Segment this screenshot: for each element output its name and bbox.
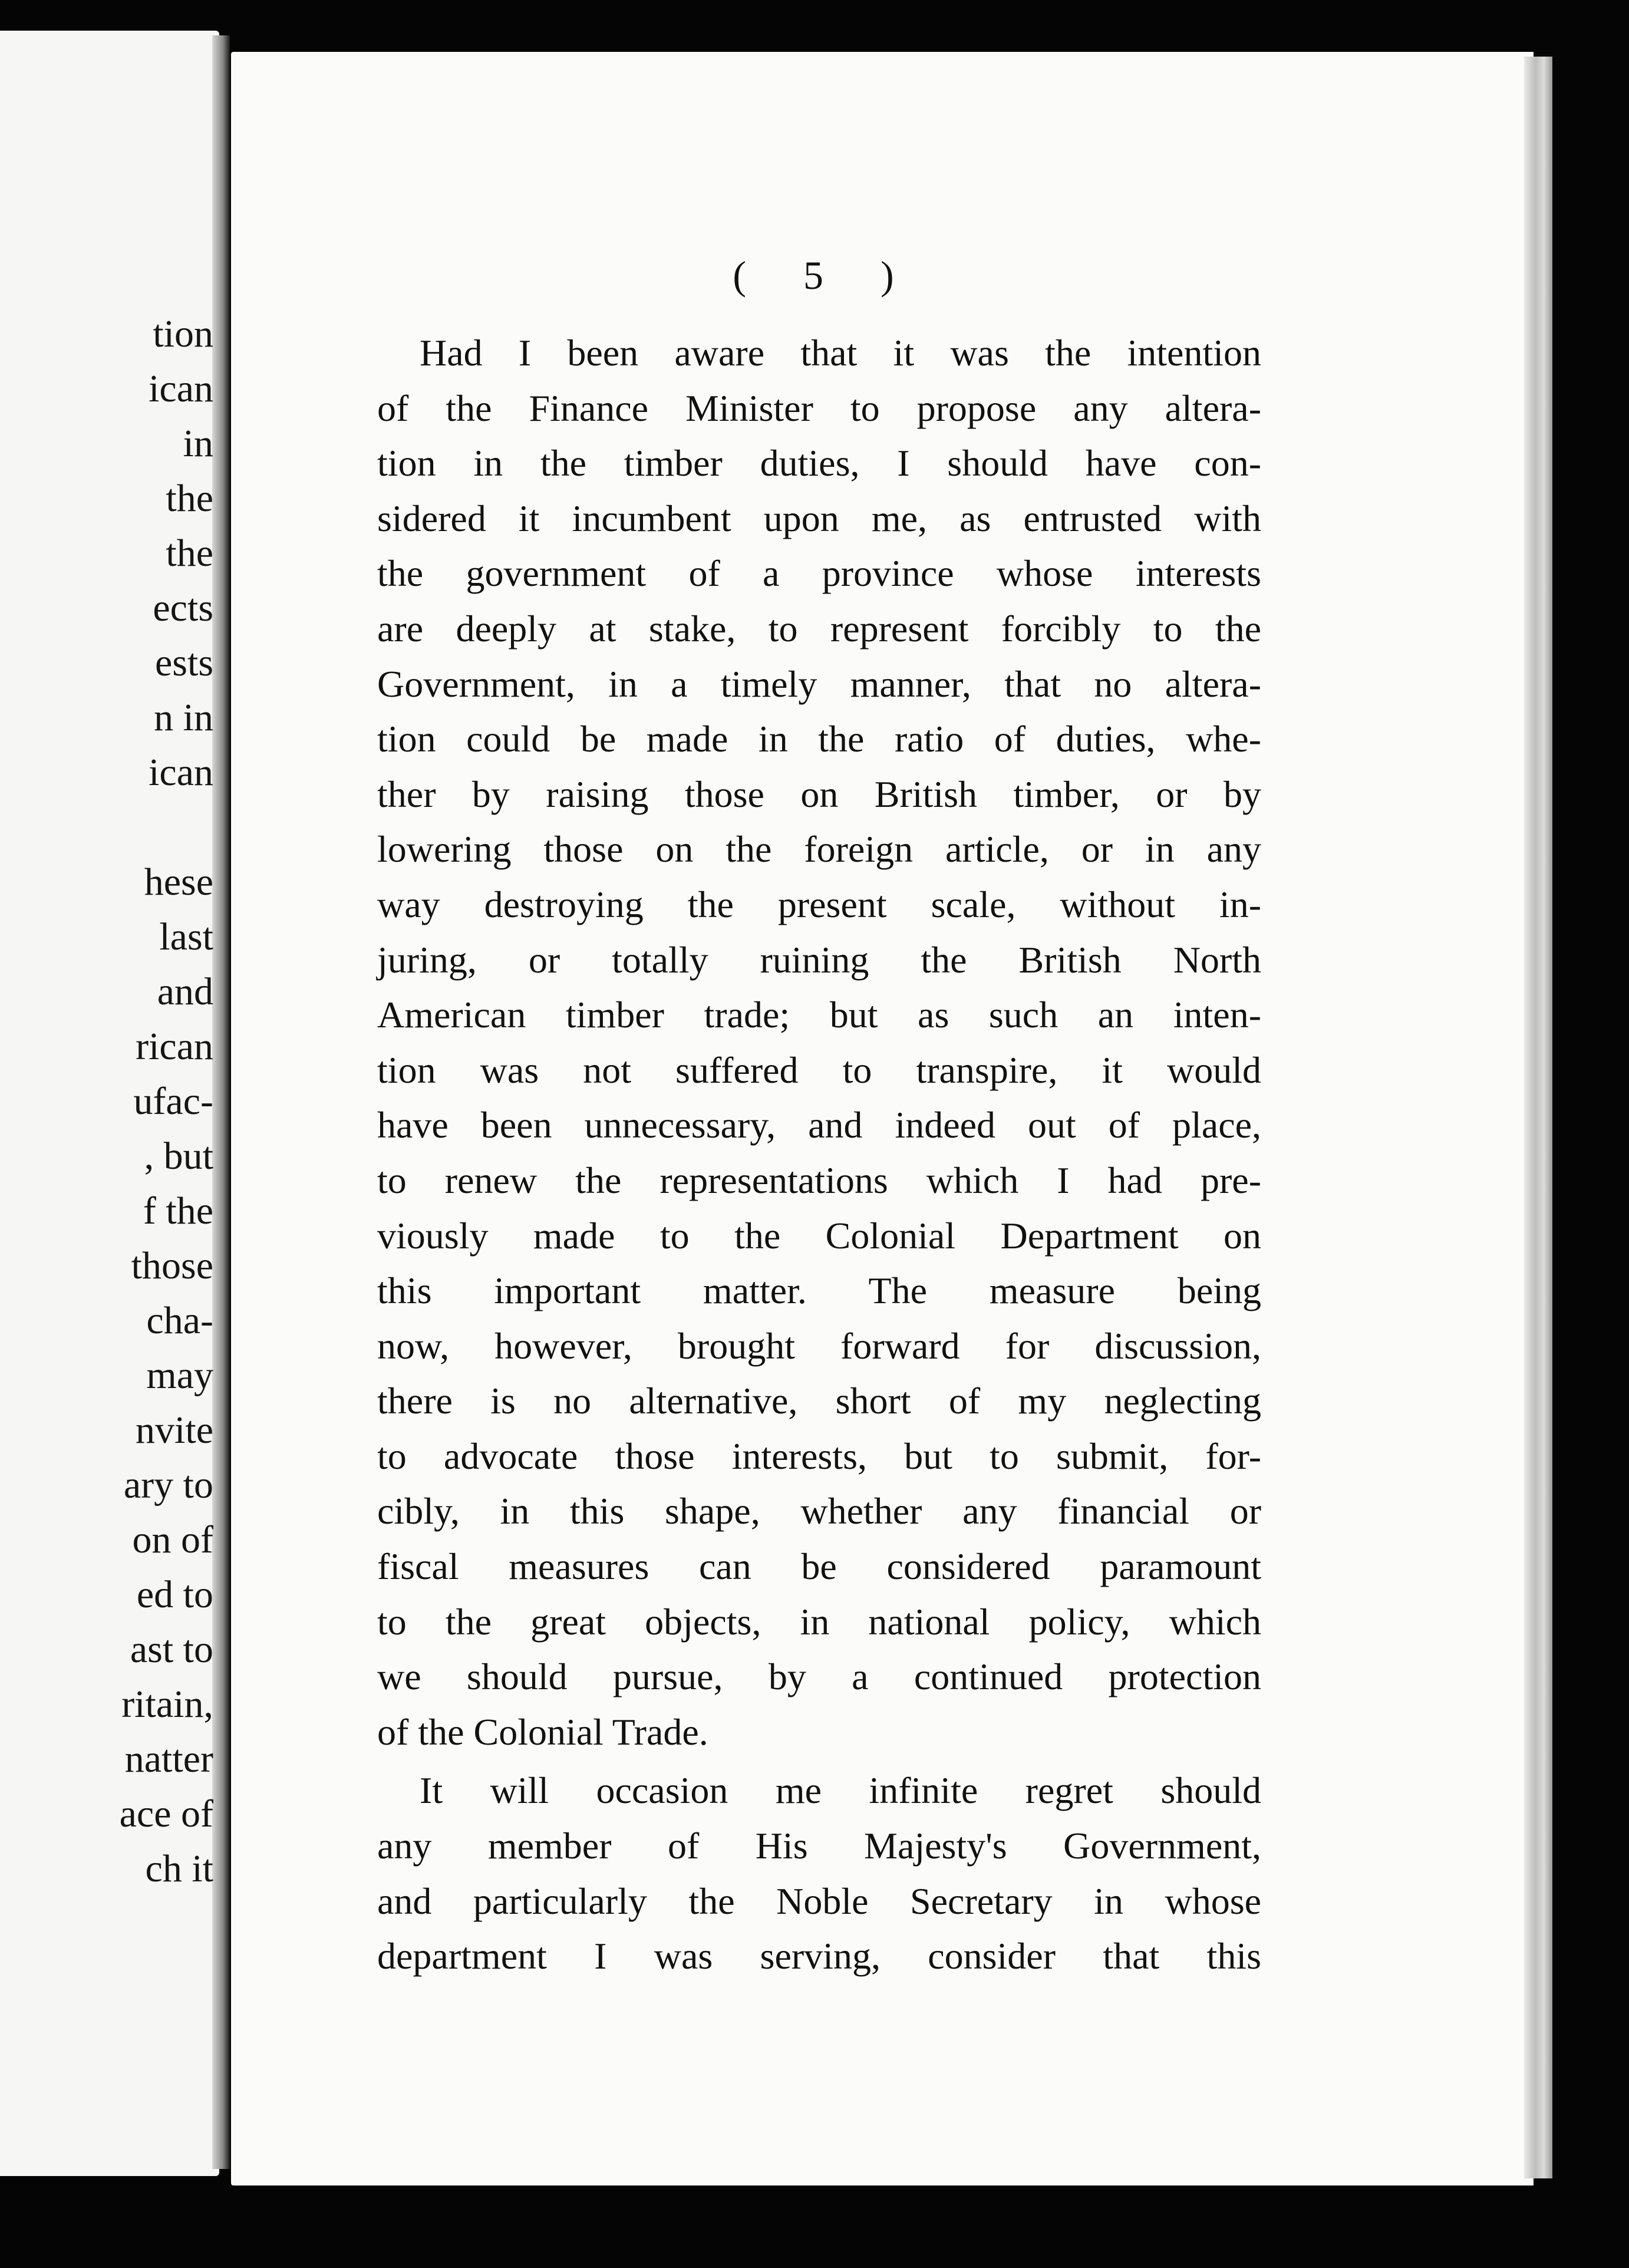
left-page-line: ed to [136,1573,213,1616]
text-line: way destroying the present scale, without in- [377,883,1261,925]
text-line: have been unnecessary, and indeed out of place, [377,1104,1261,1146]
left-page-line: f the [143,1189,213,1232]
text-line: Government, in a timely manner, that no altera- [377,662,1261,705]
left-page-line: n in [154,696,213,739]
left-page-line: the [166,477,213,520]
page-number: ( 5 ) [733,253,918,298]
text-line: American timber trade; but as such an inten- [377,994,1261,1036]
left-page-line: the [166,532,213,575]
left-page-line: may [146,1354,213,1397]
left-page-line: ch it [145,1847,213,1890]
book-gutter [212,35,230,2169]
left-page-line: , but [144,1135,213,1178]
text-line: to the great objects, in national policy, which [377,1600,1261,1643]
text-line: of the Colonial Trade. [377,1710,708,1753]
left-page-text [0,306,213,1896]
text-line: tion was not suffered to transpire, it would [377,1049,1261,1091]
left-page-line: ests [155,641,213,684]
text-line: to advocate those interests, but to submit, for- [377,1435,1261,1477]
left-page-line: rican [136,1025,213,1068]
page-body [377,325,1261,1984]
text-line: this important matter. The measure being [377,1270,1261,1312]
text-line: juring, or totally ruining the British North [377,938,1261,981]
left-page-line: ace of [119,1792,213,1835]
left-page-line: ary to [123,1463,213,1506]
text-line: tion could be made in the ratio of duties, whe- [377,718,1261,760]
text-line: ther by raising those on British timber, or by [377,773,1261,815]
text-line: there is no alternative, short of my neglecting [377,1380,1261,1422]
text-line: sidered it incumbent upon me, as entrusted with [377,497,1261,539]
text-line: lowering those on the foreign article, or in any [377,828,1261,871]
text-line: and particularly the Noble Secretary in whose [377,1880,1261,1922]
left-page-line: ican [149,367,213,410]
left-page-line: hese [144,861,213,904]
left-page-line: natter [124,1738,213,1781]
text-line: any member of His Majesty's Government, [377,1825,1261,1867]
text-line: tion in the timber duties, I should have con- [377,442,1261,484]
text-line: cibly, in this shape, whether any financial or [377,1490,1261,1532]
text-line: viously made to the Colonial Department on [377,1214,1261,1257]
text-line: fiscal measures can be considered paramount [377,1545,1261,1588]
left-page-line: ast to [130,1628,213,1671]
left-page-line: ects [153,586,213,629]
left-page-line: in [183,422,213,465]
text-line: the government of a province whose interests [377,552,1261,595]
text-line: Had I been aware that it was the intention [420,332,1261,374]
text-line: are deeply at stake, to represent forcibly to the [377,607,1261,650]
text-line: It will occasion me infinite regret should [420,1769,1261,1812]
left-page-line [0,800,213,855]
left-page-line: those [131,1244,213,1287]
text-line: we should pursue, by a continued protection [377,1656,1261,1698]
page-edge [1524,57,1552,2178]
text-line: now, however, brought forward for discussion, [377,1324,1261,1367]
left-page-line: ritain, [121,1683,213,1726]
left-page-line: nvite [136,1409,213,1452]
left-page-line: ican [149,751,213,794]
left-page-line: last [159,915,213,958]
left-page-line: on of [132,1518,213,1561]
text-line: department I was serving, consider that this [377,1935,1261,1977]
text-line: to renew the representations which I had pre- [377,1159,1261,1201]
left-page-line: and [157,970,213,1013]
left-page-line: cha- [146,1299,213,1342]
text-line: of the Finance Minister to propose any altera- [377,387,1261,429]
left-page-line: ufac- [133,1080,213,1123]
left-page-line: tion [153,312,213,355]
